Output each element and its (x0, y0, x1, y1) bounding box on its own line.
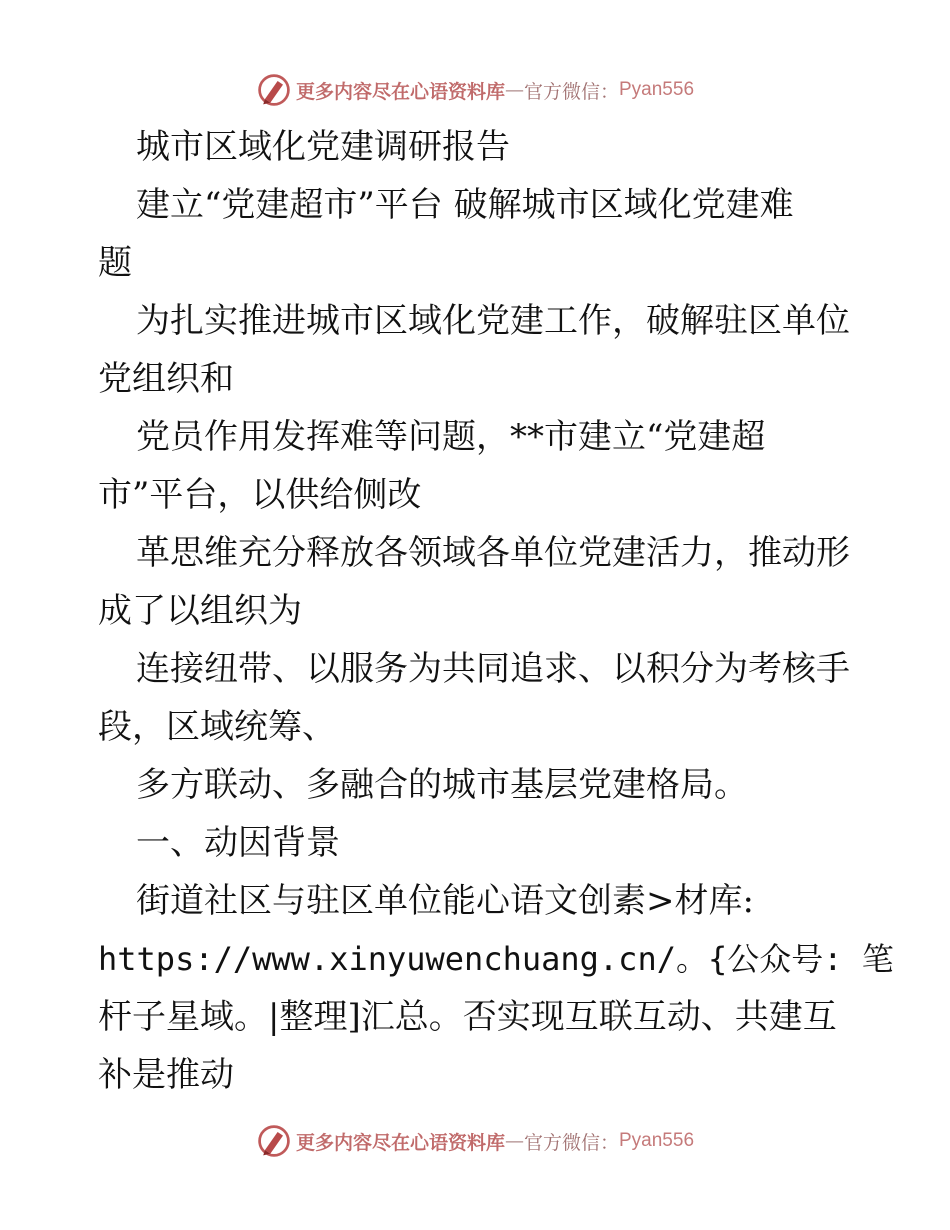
watermark-wechat-id: Pyan556 (619, 1130, 695, 1151)
paragraph-line: 党员作用发挥难等问题，**市建立“党建超 (136, 417, 766, 457)
paragraph-line: 连接纽带、以服务为共同追求、以积分为考核手 (136, 649, 850, 689)
watermark-main-text: 更多内容尽在心语资料库 (295, 80, 505, 103)
watermark-dash: — (504, 1130, 524, 1152)
watermark-official-label: 官方微信： (523, 1131, 619, 1154)
paragraph-line: 革思维充分释放各领域各单位党建活力，推动形 (136, 533, 850, 573)
paragraph-line: 段，区域统筹、 (98, 707, 336, 747)
paragraph-line: 街道社区与驻区单位能心语文创素>材库: (136, 881, 754, 921)
section-heading: 一、动因背景 (136, 823, 340, 863)
watermark-official-label: 官方微信： (523, 80, 619, 103)
paragraph-line: 补是推动 (98, 1055, 234, 1095)
doc-title: 城市区域化党建调研报告 (136, 127, 510, 167)
paragraph-line: 市”平台，以供给侧改 (98, 475, 422, 515)
document-body (98, 118, 894, 1104)
doc-subtitle-line-2: 题 (98, 243, 132, 283)
footer-watermark (0, 1121, 950, 1161)
url-line: https://www.xinyuwenchuang.cn/。{公众号: 笔 (98, 940, 894, 978)
watermark-wechat-id: Pyan556 (619, 79, 695, 100)
watermark-main-text: 更多内容尽在心语资料库 (295, 1131, 505, 1154)
pen-logo-icon (256, 1123, 292, 1159)
paragraph-line: 成了以组织为 (98, 591, 302, 631)
watermark-dash: — (504, 79, 524, 101)
paragraph-line: 为扎实推进城市区域化党建工作，破解驻区单位 (136, 301, 850, 341)
paragraph-line: 杆子星域。|整理]汇总。否实现互联互动、共建互 (98, 997, 837, 1037)
pen-logo-icon (256, 72, 292, 108)
paragraph-line: 党组织和 (98, 359, 234, 399)
paragraph-line: 多方联动、多融合的城市基层党建格局。 (136, 765, 748, 805)
doc-subtitle-line-1: 建立“党建超市”平台 破解城市区域化党建难 (136, 185, 794, 225)
header-watermark (0, 70, 950, 110)
